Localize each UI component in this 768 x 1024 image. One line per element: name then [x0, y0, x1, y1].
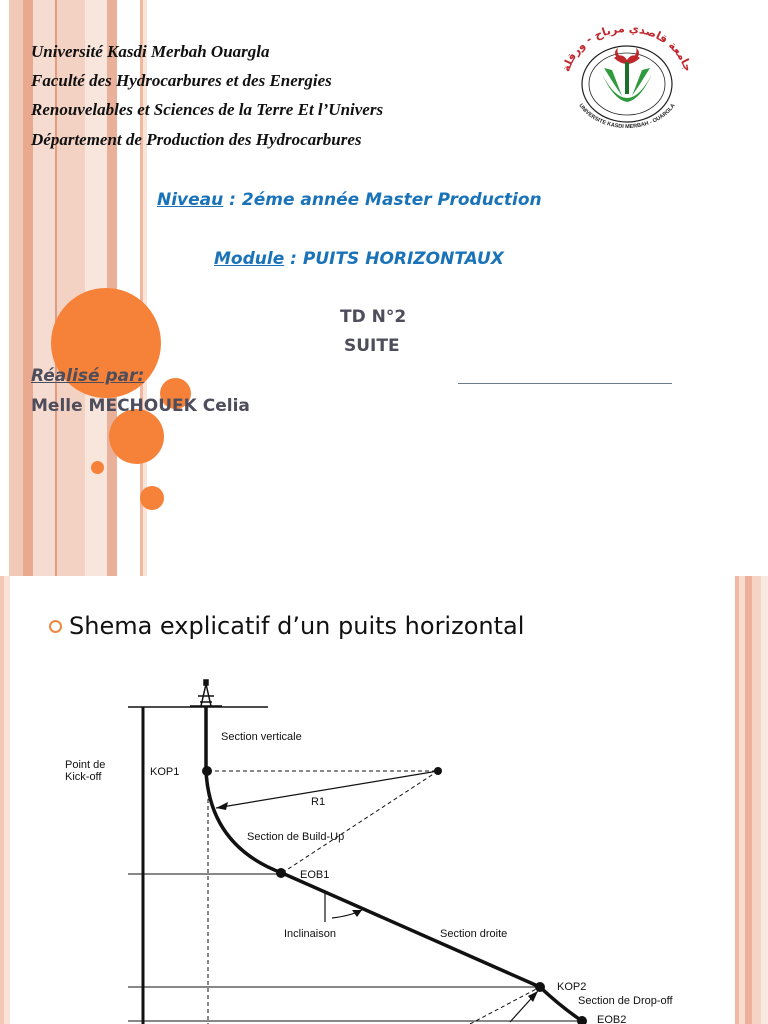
dropoff-dashed-line: [470, 987, 540, 1024]
bullet-text: Shema explicatif d’un puits horizontal: [69, 612, 525, 640]
author-name: Melle MECHOUEK Celia: [31, 396, 250, 416]
niveau-line: [157, 190, 542, 210]
university-name: Université Kasdi Merbah Ouargla: [31, 42, 270, 61]
label-section-buildup: Section de Build-Up: [247, 831, 345, 843]
arrow-head-icon: [216, 802, 228, 810]
td-title: TD N°2: [340, 307, 407, 327]
signature-line: [458, 383, 672, 384]
curvature-center-point: [434, 767, 442, 775]
well-trajectory: [206, 707, 582, 1021]
bullet-icon: [49, 620, 62, 633]
module-line: [214, 249, 504, 269]
module-label: Module: [214, 249, 285, 269]
derrick-icon: [190, 680, 222, 706]
label-kop1: KOP1: [150, 766, 180, 778]
niveau-label: Niveau: [157, 190, 224, 210]
label-inclinaison: Inclinaison: [284, 928, 336, 940]
stripe-decoration: [761, 576, 768, 1024]
eob1-point: [276, 868, 286, 878]
stripe-decoration: [745, 576, 752, 1024]
kop1-point: [202, 766, 212, 776]
label-point-de: Point de: [65, 759, 106, 771]
label-section-dropoff: Section de Drop-off: [578, 995, 673, 1007]
realise-label: Réalisé par:: [31, 366, 145, 386]
horizontal-well-diagram: [0, 676, 700, 1024]
niveau-value: : 2éme année Master Production: [223, 190, 542, 210]
label-section-verticale: Section verticale: [221, 731, 302, 743]
content-slide: [0, 576, 768, 1024]
orange-circle: [140, 486, 164, 510]
stripe-decoration: [752, 576, 761, 1024]
label-kop2: KOP2: [557, 981, 587, 993]
department-name: Département de Production des Hydrocarbures: [31, 130, 362, 149]
label-r1: R1: [311, 796, 326, 808]
label-eob1: EOB1: [300, 869, 330, 881]
td-subtitle: SUITE: [344, 336, 400, 356]
faculty-name-line1: Faculté des Hydrocarbures et des Energies: [31, 71, 332, 90]
radius-r1-arrow: [216, 771, 438, 808]
label-kick-off: Kick-off: [65, 771, 102, 783]
module-value: : PUITS HORIZONTAUX: [284, 249, 504, 269]
logo-arabic-text: جامعة قاصدي مرباح - ورقلة: [559, 22, 695, 74]
faculty-name-line2: Renouvelables et Sciences de la Terre Et l’Univers: [31, 100, 384, 119]
logo-caption: UNIVERSITE KASDI MERBAH - OUARGLA: [577, 102, 677, 131]
university-logo: [552, 22, 702, 134]
label-eob2: EOB2: [597, 1014, 627, 1024]
orange-circle: [109, 409, 164, 464]
stripe-decoration: [9, 0, 23, 576]
radius-dashed-line: [282, 771, 438, 873]
orange-circle-small: [91, 461, 104, 474]
label-section-droite: Section droite: [440, 928, 508, 940]
